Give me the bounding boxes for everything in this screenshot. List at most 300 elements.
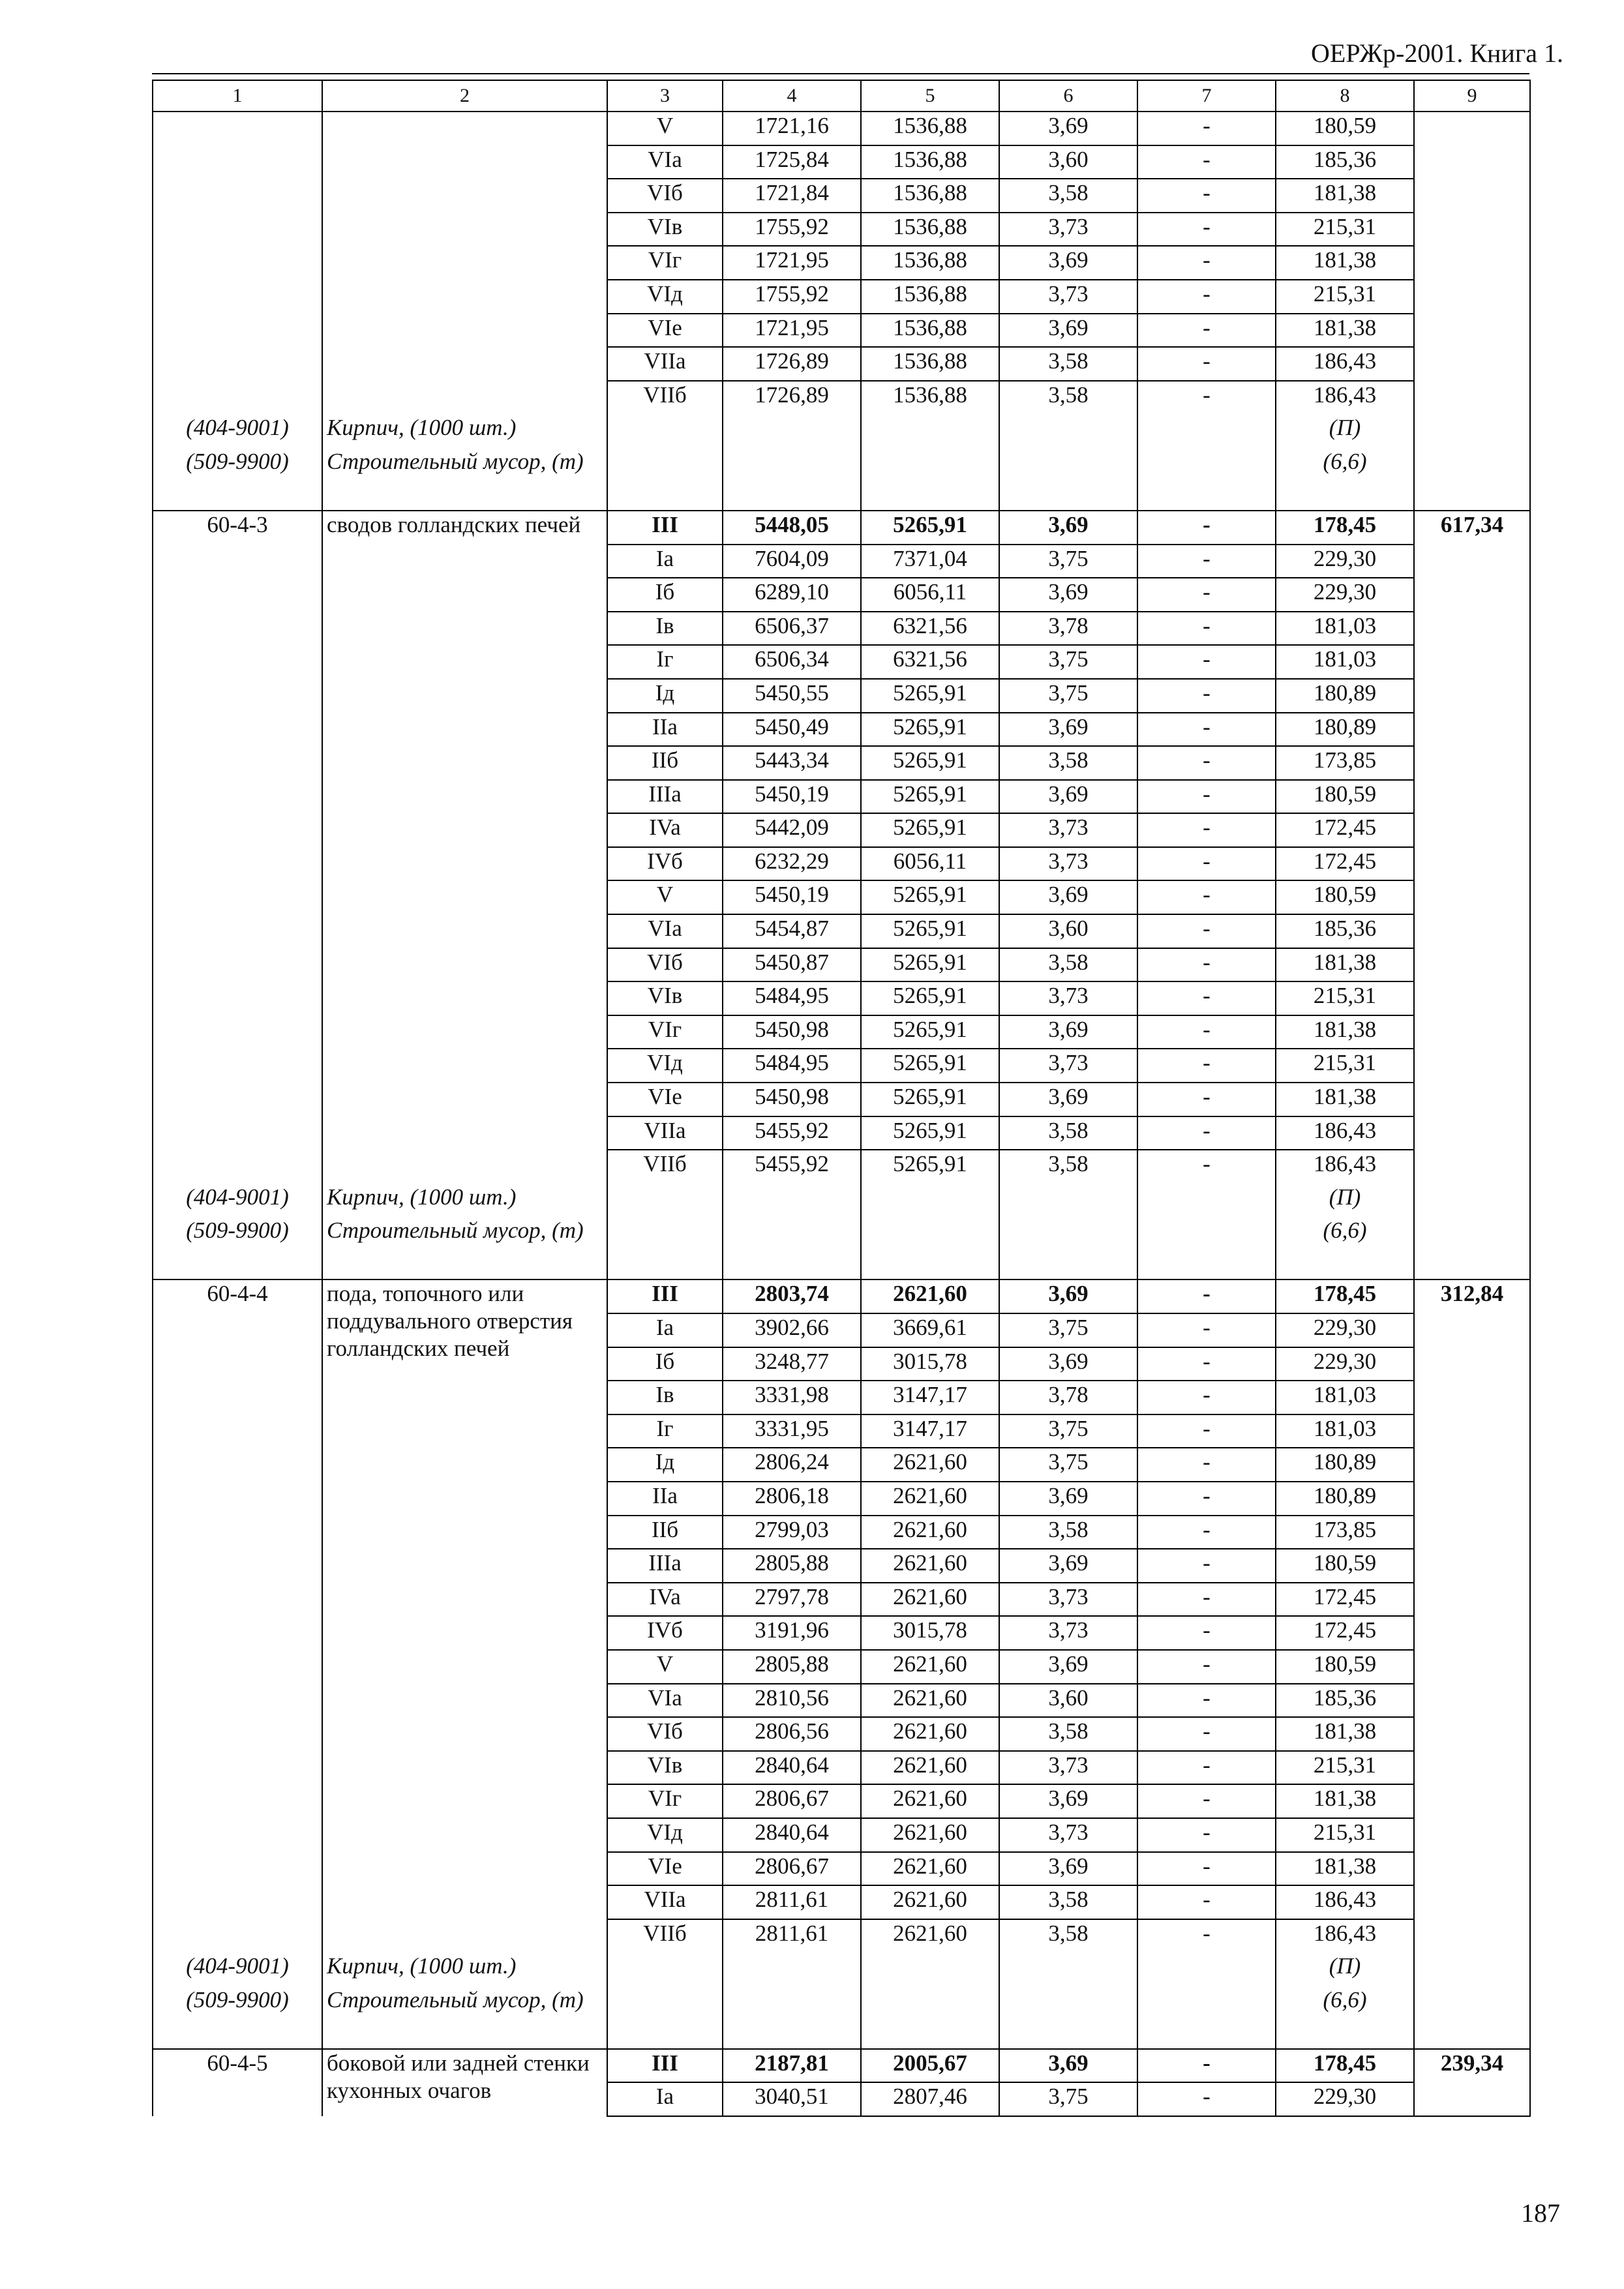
labor-cost: 2621,60 bbox=[861, 1818, 999, 1852]
machinist-labor-cost: - bbox=[1137, 713, 1276, 747]
labor-cost: 2807,46 bbox=[861, 2082, 999, 2116]
machine-cost: 3,69 bbox=[999, 511, 1137, 545]
machine-cost: 3,75 bbox=[999, 645, 1137, 679]
base-cost: 5442,09 bbox=[723, 813, 861, 847]
machinist-labor-cost: - bbox=[1137, 1347, 1276, 1381]
machinist-labor-cost: - bbox=[1137, 1448, 1276, 1482]
materials-cost: 229,30 bbox=[1276, 545, 1414, 578]
machine-cost: 3,69 bbox=[999, 1650, 1137, 1684]
base-cost: 1721,95 bbox=[723, 314, 861, 348]
material-name: Кирпич, (1000 шт.) bbox=[322, 1184, 607, 1218]
row-class: Iб bbox=[607, 578, 723, 612]
row-class: VIe bbox=[607, 314, 723, 348]
base-cost: 3248,77 bbox=[723, 1347, 861, 1381]
material-quantity: (6,6) bbox=[1276, 448, 1414, 511]
rate-code: 60-4-3 bbox=[153, 511, 322, 1184]
machinist-labor-cost: - bbox=[1137, 1313, 1276, 1347]
header-rule bbox=[152, 73, 1529, 74]
labor-cost: 1536,88 bbox=[861, 213, 999, 247]
machinist-labor-cost: - bbox=[1137, 1852, 1276, 1886]
machine-cost: 3,69 bbox=[999, 2049, 1137, 2083]
machinist-labor-cost: - bbox=[1137, 1885, 1276, 1919]
base-cost: 5455,92 bbox=[723, 1150, 861, 1184]
materials-cost: 186,43 bbox=[1276, 381, 1414, 415]
base-cost: 6232,29 bbox=[723, 847, 861, 881]
machinist-labor-cost: - bbox=[1137, 1381, 1276, 1414]
labor-cost: 7371,04 bbox=[861, 545, 999, 578]
row-class: IVa bbox=[607, 1583, 723, 1617]
material-row bbox=[153, 1217, 1530, 1279]
row-class: VIб bbox=[607, 1717, 723, 1751]
machinist-labor-cost: - bbox=[1137, 2049, 1276, 2083]
base-cost: 5448,05 bbox=[723, 511, 861, 545]
material-quantity: (П) bbox=[1276, 1952, 1414, 1986]
work-name: пода, топочного или поддувального отверстия голландских печей bbox=[322, 1279, 607, 1952]
machinist-labor-cost: - bbox=[1137, 1784, 1276, 1818]
materials-cost: 229,30 bbox=[1276, 578, 1414, 612]
materials-cost: 181,38 bbox=[1276, 948, 1414, 982]
empty-cell bbox=[999, 1217, 1137, 1279]
labor-cost: 5265,91 bbox=[861, 914, 999, 948]
base-cost: 6506,34 bbox=[723, 645, 861, 679]
row-class: VIг bbox=[607, 246, 723, 280]
machine-cost: 3,58 bbox=[999, 1150, 1137, 1184]
empty-cell bbox=[723, 448, 861, 511]
labor-cost: 2621,60 bbox=[861, 1448, 999, 1482]
base-cost: 2806,67 bbox=[723, 1852, 861, 1886]
row-class: IIa bbox=[607, 713, 723, 747]
row-class: VIв bbox=[607, 1751, 723, 1785]
row-class: IVб bbox=[607, 1616, 723, 1650]
materials-cost: 215,31 bbox=[1276, 213, 1414, 247]
materials-cost: 178,45 bbox=[1276, 1279, 1414, 1313]
machine-cost: 3,60 bbox=[999, 145, 1137, 179]
machine-cost: 3,78 bbox=[999, 1381, 1137, 1414]
labor-cost: 1536,88 bbox=[861, 179, 999, 213]
empty-cell bbox=[861, 1952, 999, 1986]
rate-code: 60-4-4 bbox=[153, 1279, 322, 1952]
labor-cost: 3669,61 bbox=[861, 1313, 999, 1347]
column-number: 7 bbox=[1137, 80, 1276, 112]
materials-cost: 181,38 bbox=[1276, 1852, 1414, 1886]
base-cost: 2799,03 bbox=[723, 1516, 861, 1549]
row-class: Iг bbox=[607, 1414, 723, 1448]
machine-cost: 3,58 bbox=[999, 1116, 1137, 1150]
material-name: Строительный мусор, (т) bbox=[322, 448, 607, 511]
row-class: VIa bbox=[607, 145, 723, 179]
base-cost: 7604,09 bbox=[723, 545, 861, 578]
materials-cost: 180,59 bbox=[1276, 112, 1414, 145]
base-cost: 5450,19 bbox=[723, 780, 861, 814]
empty-cell bbox=[999, 414, 1137, 448]
labor-cost: 2621,60 bbox=[861, 1751, 999, 1785]
base-cost: 1721,84 bbox=[723, 179, 861, 213]
material-row bbox=[153, 1184, 1530, 1218]
table-row bbox=[153, 2049, 1530, 2083]
machine-cost: 3,69 bbox=[999, 314, 1137, 348]
row-class: VIг bbox=[607, 1015, 723, 1049]
material-row bbox=[153, 414, 1530, 448]
work-name bbox=[322, 112, 607, 414]
work-name: сводов голландских печей bbox=[322, 511, 607, 1184]
table-row bbox=[153, 112, 1530, 145]
row-class: IVб bbox=[607, 847, 723, 881]
materials-cost: 229,30 bbox=[1276, 1347, 1414, 1381]
base-cost: 2840,64 bbox=[723, 1751, 861, 1785]
empty-cell bbox=[607, 1217, 723, 1279]
machinist-labor-cost: - bbox=[1137, 1049, 1276, 1083]
table-row bbox=[153, 1279, 1530, 1313]
base-cost: 2806,56 bbox=[723, 1717, 861, 1751]
materials-cost: 181,03 bbox=[1276, 1381, 1414, 1414]
base-cost: 2187,81 bbox=[723, 2049, 861, 2083]
labor-cost: 5265,91 bbox=[861, 746, 999, 780]
machine-cost: 3,69 bbox=[999, 1347, 1137, 1381]
materials-cost: 181,03 bbox=[1276, 645, 1414, 679]
base-cost: 2811,61 bbox=[723, 1919, 861, 1953]
row-class: IIa bbox=[607, 1482, 723, 1516]
labor-cost: 2621,60 bbox=[861, 1583, 999, 1617]
column-number: 8 bbox=[1276, 80, 1414, 112]
labor-cost: 5265,91 bbox=[861, 511, 999, 545]
machinist-labor-cost: - bbox=[1137, 1279, 1276, 1313]
machinist-labor-cost: - bbox=[1137, 746, 1276, 780]
base-cost: 5450,19 bbox=[723, 880, 861, 914]
materials-cost: 180,89 bbox=[1276, 1482, 1414, 1516]
empty-cell bbox=[861, 1217, 999, 1279]
material-quantity: (6,6) bbox=[1276, 1217, 1414, 1279]
base-cost: 5450,49 bbox=[723, 713, 861, 747]
machine-cost: 3,73 bbox=[999, 847, 1137, 881]
empty-cell bbox=[861, 1986, 999, 2049]
machine-cost: 3,58 bbox=[999, 179, 1137, 213]
machine-cost: 3,69 bbox=[999, 1083, 1137, 1116]
labor-cost: 5265,91 bbox=[861, 1150, 999, 1184]
row-class: Ia bbox=[607, 1313, 723, 1347]
materials-cost: 181,38 bbox=[1276, 246, 1414, 280]
page-header-title: ОЕРЖр-2001. Книга 1. bbox=[1311, 38, 1563, 68]
row-class: VIд bbox=[607, 1818, 723, 1852]
labor-cost: 1536,88 bbox=[861, 314, 999, 348]
empty-cell bbox=[861, 448, 999, 511]
row-class: Ia bbox=[607, 2082, 723, 2116]
machinist-labor-cost: - bbox=[1137, 1516, 1276, 1549]
labor-cost: 1536,88 bbox=[861, 112, 999, 145]
materials-cost: 181,38 bbox=[1276, 314, 1414, 348]
row-class: Iд bbox=[607, 1448, 723, 1482]
materials-cost: 186,43 bbox=[1276, 1116, 1414, 1150]
machinist-labor-cost: - bbox=[1137, 578, 1276, 612]
machine-cost: 3,73 bbox=[999, 213, 1137, 247]
machine-cost: 3,73 bbox=[999, 1616, 1137, 1650]
labor-cost: 2621,60 bbox=[861, 1852, 999, 1886]
machine-cost: 3,58 bbox=[999, 1717, 1137, 1751]
base-cost: 2810,56 bbox=[723, 1684, 861, 1718]
base-cost: 5450,98 bbox=[723, 1083, 861, 1116]
section-total: 312,84 bbox=[1414, 1279, 1530, 2048]
base-cost: 5450,98 bbox=[723, 1015, 861, 1049]
machine-cost: 3,69 bbox=[999, 1015, 1137, 1049]
row-class: Ia bbox=[607, 545, 723, 578]
material-code: (404-9001) bbox=[153, 1952, 322, 1986]
machine-cost: 3,78 bbox=[999, 612, 1137, 646]
empty-cell bbox=[1137, 414, 1276, 448]
machinist-labor-cost: - bbox=[1137, 280, 1276, 314]
machine-cost: 3,69 bbox=[999, 112, 1137, 145]
page-number: 187 bbox=[1521, 2198, 1560, 2228]
machinist-labor-cost: - bbox=[1137, 880, 1276, 914]
base-cost: 2806,67 bbox=[723, 1784, 861, 1818]
row-class: VIг bbox=[607, 1784, 723, 1818]
empty-cell bbox=[999, 1184, 1137, 1218]
materials-cost: 185,36 bbox=[1276, 145, 1414, 179]
empty-cell bbox=[1137, 448, 1276, 511]
empty-cell bbox=[1137, 1184, 1276, 1218]
labor-cost: 1536,88 bbox=[861, 381, 999, 415]
row-class: VIв bbox=[607, 213, 723, 247]
machine-cost: 3,73 bbox=[999, 1049, 1137, 1083]
base-cost: 2797,78 bbox=[723, 1583, 861, 1617]
materials-cost: 215,31 bbox=[1276, 1818, 1414, 1852]
labor-cost: 5265,91 bbox=[861, 813, 999, 847]
machine-cost: 3,58 bbox=[999, 1885, 1137, 1919]
material-quantity: (П) bbox=[1276, 1184, 1414, 1218]
machinist-labor-cost: - bbox=[1137, 1015, 1276, 1049]
section-total: 239,34 bbox=[1414, 2049, 1530, 2116]
base-cost: 1726,89 bbox=[723, 347, 861, 381]
machinist-labor-cost: - bbox=[1137, 381, 1276, 415]
materials-cost: 172,45 bbox=[1276, 813, 1414, 847]
labor-cost: 5265,91 bbox=[861, 713, 999, 747]
labor-cost: 2621,60 bbox=[861, 1516, 999, 1549]
machine-cost: 3,69 bbox=[999, 1784, 1137, 1818]
base-cost: 5450,87 bbox=[723, 948, 861, 982]
material-code: (509-9900) bbox=[153, 1986, 322, 2049]
base-cost: 2805,88 bbox=[723, 1549, 861, 1583]
machine-cost: 3,75 bbox=[999, 1414, 1137, 1448]
machinist-labor-cost: - bbox=[1137, 914, 1276, 948]
row-class: IIIa bbox=[607, 1549, 723, 1583]
base-cost: 2840,64 bbox=[723, 1818, 861, 1852]
machine-cost: 3,69 bbox=[999, 780, 1137, 814]
row-class: VIв bbox=[607, 981, 723, 1015]
machinist-labor-cost: - bbox=[1137, 1818, 1276, 1852]
row-class: VIIa bbox=[607, 1116, 723, 1150]
machine-cost: 3,73 bbox=[999, 981, 1137, 1015]
material-row bbox=[153, 1952, 1530, 1986]
labor-cost: 2621,60 bbox=[861, 1549, 999, 1583]
materials-cost: 180,89 bbox=[1276, 679, 1414, 713]
machinist-labor-cost: - bbox=[1137, 1482, 1276, 1516]
row-class: VIIa bbox=[607, 347, 723, 381]
labor-cost: 2621,60 bbox=[861, 1650, 999, 1684]
empty-cell bbox=[999, 448, 1137, 511]
row-class: Iв bbox=[607, 1381, 723, 1414]
column-number: 5 bbox=[861, 80, 999, 112]
base-cost: 5484,95 bbox=[723, 1049, 861, 1083]
materials-cost: 181,38 bbox=[1276, 1015, 1414, 1049]
column-number: 3 bbox=[607, 80, 723, 112]
materials-cost: 215,31 bbox=[1276, 280, 1414, 314]
row-class: VIe bbox=[607, 1852, 723, 1886]
machine-cost: 3,69 bbox=[999, 1549, 1137, 1583]
labor-cost: 5265,91 bbox=[861, 1015, 999, 1049]
machinist-labor-cost: - bbox=[1137, 179, 1276, 213]
base-cost: 5450,55 bbox=[723, 679, 861, 713]
row-class: III bbox=[607, 1279, 723, 1313]
materials-cost: 229,30 bbox=[1276, 1313, 1414, 1347]
rate-code bbox=[153, 112, 322, 414]
row-class: IIб bbox=[607, 746, 723, 780]
row-class: III bbox=[607, 2049, 723, 2083]
row-class: Iб bbox=[607, 1347, 723, 1381]
materials-cost: 181,38 bbox=[1276, 179, 1414, 213]
machinist-labor-cost: - bbox=[1137, 213, 1276, 247]
row-class: V bbox=[607, 1650, 723, 1684]
labor-cost: 2621,60 bbox=[861, 1684, 999, 1718]
labor-cost: 6321,56 bbox=[861, 645, 999, 679]
materials-cost: 181,38 bbox=[1276, 1784, 1414, 1818]
labor-cost: 5265,91 bbox=[861, 880, 999, 914]
labor-cost: 3015,78 bbox=[861, 1616, 999, 1650]
row-class: VIIб bbox=[607, 1919, 723, 1953]
labor-cost: 2621,60 bbox=[861, 1784, 999, 1818]
row-class: IVa bbox=[607, 813, 723, 847]
empty-cell bbox=[1137, 1986, 1276, 2049]
machinist-labor-cost: - bbox=[1137, 246, 1276, 280]
materials-cost: 178,45 bbox=[1276, 2049, 1414, 2083]
empty-cell bbox=[607, 1952, 723, 1986]
base-cost: 5443,34 bbox=[723, 746, 861, 780]
row-class: IIIa bbox=[607, 780, 723, 814]
base-cost: 1726,89 bbox=[723, 381, 861, 415]
labor-cost: 5265,91 bbox=[861, 1083, 999, 1116]
base-cost: 1725,84 bbox=[723, 145, 861, 179]
row-class: VIIб bbox=[607, 1150, 723, 1184]
labor-cost: 2621,60 bbox=[861, 1279, 999, 1313]
machinist-labor-cost: - bbox=[1137, 1751, 1276, 1785]
machine-cost: 3,60 bbox=[999, 914, 1137, 948]
material-row bbox=[153, 1986, 1530, 2049]
base-cost: 2806,24 bbox=[723, 1448, 861, 1482]
labor-cost: 1536,88 bbox=[861, 280, 999, 314]
machinist-labor-cost: - bbox=[1137, 314, 1276, 348]
base-cost: 6289,10 bbox=[723, 578, 861, 612]
machine-cost: 3,73 bbox=[999, 1583, 1137, 1617]
labor-cost: 5265,91 bbox=[861, 1049, 999, 1083]
materials-cost: 181,38 bbox=[1276, 1083, 1414, 1116]
machine-cost: 3,73 bbox=[999, 280, 1137, 314]
material-code: (509-9900) bbox=[153, 448, 322, 511]
labor-cost: 2621,60 bbox=[861, 1717, 999, 1751]
machine-cost: 3,60 bbox=[999, 1684, 1137, 1718]
machine-cost: 3,75 bbox=[999, 545, 1137, 578]
machine-cost: 3,58 bbox=[999, 1516, 1137, 1549]
empty-cell bbox=[723, 1184, 861, 1218]
row-class: V bbox=[607, 112, 723, 145]
empty-cell bbox=[861, 414, 999, 448]
empty-cell bbox=[607, 448, 723, 511]
base-cost: 2811,61 bbox=[723, 1885, 861, 1919]
material-name: Кирпич, (1000 шт.) bbox=[322, 414, 607, 448]
materials-cost: 181,03 bbox=[1276, 612, 1414, 646]
base-cost: 1721,95 bbox=[723, 246, 861, 280]
materials-cost: 185,36 bbox=[1276, 1684, 1414, 1718]
machinist-labor-cost: - bbox=[1137, 1083, 1276, 1116]
column-number: 1 bbox=[153, 80, 322, 112]
row-class: VIa bbox=[607, 914, 723, 948]
machinist-labor-cost: - bbox=[1137, 145, 1276, 179]
empty-cell bbox=[723, 1986, 861, 2049]
table-body bbox=[153, 80, 1530, 2116]
base-cost: 3040,51 bbox=[723, 2082, 861, 2116]
base-cost: 3191,96 bbox=[723, 1616, 861, 1650]
base-cost: 5454,87 bbox=[723, 914, 861, 948]
machine-cost: 3,73 bbox=[999, 1818, 1137, 1852]
empty-cell bbox=[999, 1952, 1137, 1986]
section-total bbox=[1414, 112, 1530, 511]
empty-cell bbox=[1137, 1952, 1276, 1986]
materials-cost: 180,89 bbox=[1276, 1448, 1414, 1482]
materials-cost: 180,59 bbox=[1276, 1650, 1414, 1684]
machinist-labor-cost: - bbox=[1137, 847, 1276, 881]
section-total: 617,34 bbox=[1414, 511, 1530, 1279]
material-row bbox=[153, 448, 1530, 511]
materials-cost: 186,43 bbox=[1276, 1919, 1414, 1953]
materials-cost: 186,43 bbox=[1276, 1150, 1414, 1184]
materials-cost: 229,30 bbox=[1276, 2082, 1414, 2116]
materials-cost: 180,59 bbox=[1276, 1549, 1414, 1583]
machine-cost: 3,69 bbox=[999, 880, 1137, 914]
material-code: (404-9001) bbox=[153, 414, 322, 448]
materials-cost: 180,89 bbox=[1276, 713, 1414, 747]
machinist-labor-cost: - bbox=[1137, 1616, 1276, 1650]
machine-cost: 3,69 bbox=[999, 1279, 1137, 1313]
labor-cost: 2621,60 bbox=[861, 1919, 999, 1953]
machinist-labor-cost: - bbox=[1137, 813, 1276, 847]
machinist-labor-cost: - bbox=[1137, 981, 1276, 1015]
machinist-labor-cost: - bbox=[1137, 2082, 1276, 2116]
machine-cost: 3,69 bbox=[999, 1482, 1137, 1516]
machinist-labor-cost: - bbox=[1137, 679, 1276, 713]
machine-cost: 3,69 bbox=[999, 578, 1137, 612]
machinist-labor-cost: - bbox=[1137, 1919, 1276, 1953]
material-quantity: (П) bbox=[1276, 414, 1414, 448]
machine-cost: 3,75 bbox=[999, 1448, 1137, 1482]
materials-cost: 215,31 bbox=[1276, 981, 1414, 1015]
labor-cost: 5265,91 bbox=[861, 981, 999, 1015]
empty-cell bbox=[607, 1184, 723, 1218]
row-class: VIб bbox=[607, 179, 723, 213]
machinist-labor-cost: - bbox=[1137, 1150, 1276, 1184]
machinist-labor-cost: - bbox=[1137, 1650, 1276, 1684]
base-cost: 2806,18 bbox=[723, 1482, 861, 1516]
material-name: Строительный мусор, (т) bbox=[322, 1986, 607, 2049]
labor-cost: 6056,11 bbox=[861, 847, 999, 881]
row-class: Iд bbox=[607, 679, 723, 713]
column-number: 2 bbox=[322, 80, 607, 112]
row-class: Iг bbox=[607, 645, 723, 679]
empty-cell bbox=[999, 1986, 1137, 2049]
column-number: 4 bbox=[723, 80, 861, 112]
materials-cost: 186,43 bbox=[1276, 347, 1414, 381]
work-name: боковой или задней стенки кухонных очагов bbox=[322, 2049, 607, 2116]
empty-cell bbox=[1137, 1217, 1276, 1279]
machine-cost: 3,58 bbox=[999, 948, 1137, 982]
machine-cost: 3,58 bbox=[999, 347, 1137, 381]
rate-code: 60-4-5 bbox=[153, 2049, 322, 2116]
materials-cost: 172,45 bbox=[1276, 1616, 1414, 1650]
